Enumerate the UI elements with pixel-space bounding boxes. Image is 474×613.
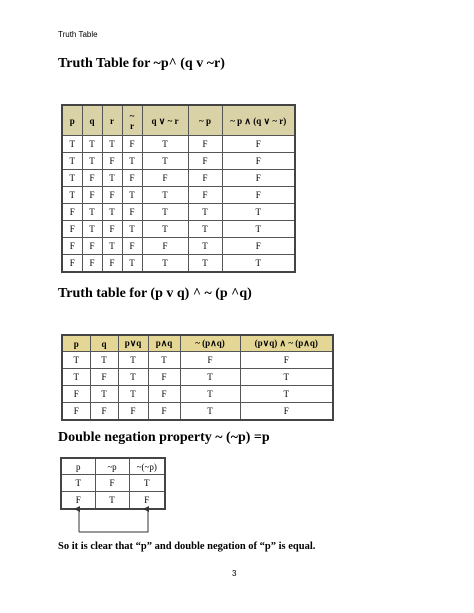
column-header: ~ p ∧ (q ∨ ~ r) xyxy=(222,105,295,136)
table-cell: F xyxy=(188,170,222,187)
table-cell: T xyxy=(180,369,240,386)
table-cell: T xyxy=(102,136,122,153)
section2-heading: Truth table for (p v q) ^ ~ (p ^q) xyxy=(58,286,252,301)
table-cell: F xyxy=(90,369,118,386)
column-header: ~ r xyxy=(122,105,142,136)
column-header: p∧q xyxy=(148,335,180,352)
table-cell: T xyxy=(142,204,188,221)
table-cell: F xyxy=(62,204,82,221)
table-cell: T xyxy=(180,403,240,421)
table-cell: T xyxy=(142,255,188,273)
table-cell: T xyxy=(129,475,165,492)
table-cell: F xyxy=(102,153,122,170)
table-cell: F xyxy=(222,170,295,187)
table-cell: T xyxy=(62,369,90,386)
table-cell: T xyxy=(102,204,122,221)
table-cell: F xyxy=(148,386,180,403)
table-cell: T xyxy=(122,255,142,273)
table-cell: F xyxy=(62,238,82,255)
table-cell: T xyxy=(148,352,180,369)
column-header: ~(~p) xyxy=(129,458,165,475)
table-cell: T xyxy=(90,352,118,369)
table-cell: T xyxy=(122,187,142,204)
table-cell: F xyxy=(142,170,188,187)
table-cell: F xyxy=(222,136,295,153)
column-header: q xyxy=(90,335,118,352)
table-cell: F xyxy=(222,153,295,170)
table-cell: T xyxy=(240,386,333,403)
table-cell: F xyxy=(188,153,222,170)
column-header: ~ p xyxy=(188,105,222,136)
table-cell: T xyxy=(222,221,295,238)
table-cell: T xyxy=(61,475,95,492)
table-cell: F xyxy=(82,238,102,255)
table-cell: F xyxy=(188,136,222,153)
page-number: 3 xyxy=(232,569,237,578)
table-cell: T xyxy=(62,170,82,187)
table-cell: T xyxy=(62,136,82,153)
table-cell: F xyxy=(142,238,188,255)
table-cell: F xyxy=(188,187,222,204)
table-cell: T xyxy=(82,204,102,221)
table-cell: T xyxy=(90,386,118,403)
table-cell: F xyxy=(122,238,142,255)
table-cell: F xyxy=(62,386,90,403)
column-header: q xyxy=(82,105,102,136)
table-cell: T xyxy=(122,221,142,238)
table-cell: F xyxy=(122,204,142,221)
table-cell: F xyxy=(102,221,122,238)
column-header: p xyxy=(62,335,90,352)
table-cell: T xyxy=(142,153,188,170)
table-cell: T xyxy=(188,221,222,238)
table-cell: F xyxy=(240,403,333,421)
running-header: Truth Table xyxy=(58,30,98,39)
table-cell: T xyxy=(118,369,148,386)
table-cell: F xyxy=(62,403,90,421)
table-cell: T xyxy=(82,136,102,153)
table-cell: T xyxy=(222,204,295,221)
table-cell: T xyxy=(102,238,122,255)
column-header: p xyxy=(61,458,95,475)
table-cell: F xyxy=(148,403,180,421)
conclusion-text: So it is clear that “p” and double negation of “p” is equal. xyxy=(58,541,316,552)
column-header: p xyxy=(62,105,82,136)
table-cell: T xyxy=(62,153,82,170)
column-header: r xyxy=(102,105,122,136)
table-cell: F xyxy=(102,187,122,204)
column-header: (p∨q) ∧ ~ (p∧q) xyxy=(240,335,333,352)
table-cell: T xyxy=(142,136,188,153)
table-cell: F xyxy=(222,187,295,204)
column-header: ~ (p∧q) xyxy=(180,335,240,352)
table-cell: T xyxy=(240,369,333,386)
table-cell: F xyxy=(62,221,82,238)
table-cell: F xyxy=(240,352,333,369)
table-cell: T xyxy=(118,352,148,369)
table-cell: F xyxy=(82,170,102,187)
column-header: q ∨ ~ r xyxy=(142,105,188,136)
table-cell: T xyxy=(62,187,82,204)
column-header: p∨q xyxy=(118,335,148,352)
table-cell: F xyxy=(222,238,295,255)
table-cell: T xyxy=(82,221,102,238)
table-cell: T xyxy=(142,221,188,238)
table-cell: T xyxy=(222,255,295,273)
table-cell: F xyxy=(180,352,240,369)
table-cell: F xyxy=(82,187,102,204)
table-cell: F xyxy=(90,403,118,421)
table-cell: F xyxy=(61,492,95,510)
table-cell: F xyxy=(82,255,102,273)
table-cell: F xyxy=(118,403,148,421)
connector-arrow xyxy=(79,510,148,532)
table-cell: T xyxy=(188,255,222,273)
table-cell: T xyxy=(82,153,102,170)
section1-heading: Truth Table for ~p^ (q v ~r) xyxy=(58,56,225,71)
table-cell: T xyxy=(62,352,90,369)
table-cell: T xyxy=(95,492,129,510)
table-cell: F xyxy=(62,255,82,273)
table-cell: F xyxy=(102,255,122,273)
table-cell: F xyxy=(129,492,165,510)
table-cell: T xyxy=(118,386,148,403)
table-cell: T xyxy=(122,153,142,170)
table-cell: T xyxy=(102,170,122,187)
table-cell: T xyxy=(188,238,222,255)
table-cell: F xyxy=(122,136,142,153)
table-cell: F xyxy=(122,170,142,187)
table-cell: T xyxy=(180,386,240,403)
table-cell: F xyxy=(148,369,180,386)
table-cell: T xyxy=(188,204,222,221)
section3-heading: Double negation property ~ (~p) =p xyxy=(58,430,270,445)
table-cell: T xyxy=(142,187,188,204)
table-cell: F xyxy=(95,475,129,492)
column-header: ~p xyxy=(95,458,129,475)
